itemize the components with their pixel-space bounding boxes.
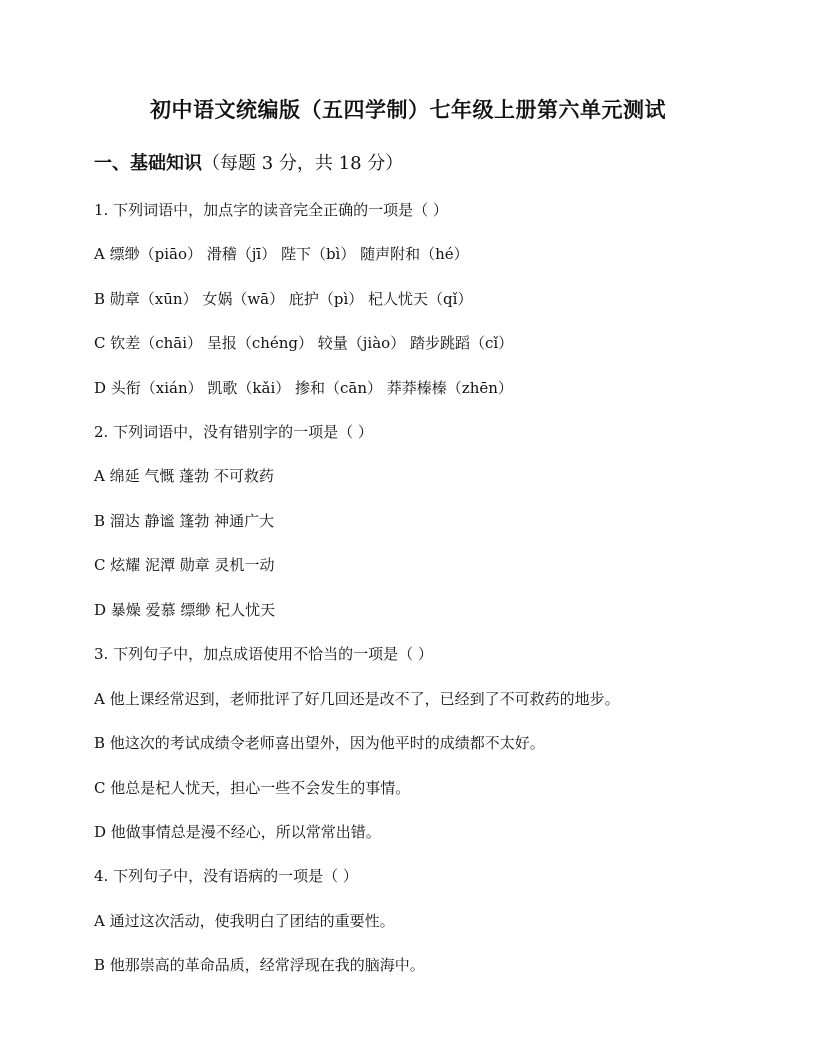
question-1-option-c: C 钦差（chāi） 呈报（chéng） 较量（jiào） 踏步跳蹈（cǐ） [94,334,514,352]
question-3-option-d: D 他做事情总是漫不经心，所以常常出错。 [94,823,381,841]
question-2-option-b: B 溜达 静谧 篷勃 神通广大 [94,512,275,530]
section-score-note: （每题 3 分，共 18 分） [202,153,404,174]
section-heading-label: 一、基础知识 [94,153,202,174]
question-1-option-b: B 勋章（xūn） 女娲（wā） 庇护（pì） 杞人忧天（qǐ） [94,290,473,308]
question-4-option-b: B 他那崇高的革命品质，经常浮现在我的脑海中。 [94,956,425,974]
question-3-option-b: B 他这次的考试成绩令老师喜出望外，因为他平时的成绩都不太好。 [94,734,545,752]
question-1-option-a: A 缥缈（piāo） 滑稽（jī） 陛下（bì） 随声附和（hé） [94,245,469,263]
question-4-option-a: A 通过这次活动，使我明白了团结的重要性。 [94,912,395,930]
question-4: 4. 下列句子中，没有语病的一项是（ ） [94,867,358,885]
question-1-option-d: D 头衔（xián） 凯歌（kǎi） 掺和（cān） 莽莽榛榛（zhēn） [94,379,513,397]
question-3-option-c: C 他总是杞人忧天，担心一些不会发生的事情。 [94,779,411,797]
document-title: 初中语文统编版（五四学制）七年级上册第六单元测试 [150,97,666,122]
question-3-option-a: A 他上课经常迟到，老师批评了好几回还是改不了，已经到了不可救药的地步。 [94,690,620,708]
section-heading [94,149,403,175]
question-1: 1. 下列词语中，加点字的读音完全正确的一项是（ ） [94,201,448,219]
question-2-option-a: A 绵延 气慨 蓬勃 不可救药 [94,467,274,485]
question-2: 2. 下列词语中，没有错别字的一项是（ ） [94,423,373,441]
question-2-option-c: C 炫耀 泥潭 勋章 灵机一动 [94,556,275,574]
question-2-option-d: D 暴燥 爱慕 缥缈 杞人忧天 [94,601,276,619]
question-3: 3. 下列句子中，加点成语使用不恰当的一项是（ ） [94,645,433,663]
